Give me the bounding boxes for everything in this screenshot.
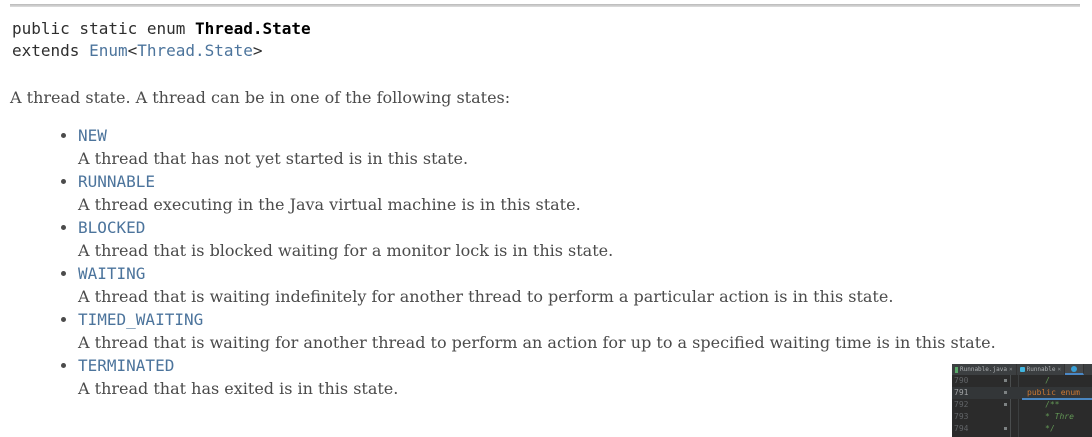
ide-tab-bar	[952, 364, 1092, 375]
code-text: /	[1045, 376, 1050, 385]
blue-circle-icon	[1071, 366, 1077, 372]
class-signature	[12, 18, 1092, 62]
state-link-terminated[interactable]: TERMINATED	[78, 356, 175, 375]
close-icon: ×	[1008, 366, 1013, 373]
state-list-item-blocked	[78, 216, 1092, 262]
ide-tab-label: Runnable.java	[960, 366, 1007, 373]
code-text: /**	[1045, 400, 1060, 409]
ide-tab-runnable-java	[952, 364, 1017, 375]
state-list-item-runnable	[78, 170, 1092, 216]
code-text: public enum	[1027, 388, 1080, 397]
generic-close-bracket: >	[252, 41, 263, 60]
fold-marker-icon	[1004, 379, 1007, 382]
line-number: 791	[954, 388, 969, 397]
extends-keyword: extends	[12, 41, 90, 60]
state-list-item-waiting	[78, 262, 1092, 308]
fold-marker-icon	[1004, 403, 1007, 406]
editor-line-794	[952, 423, 1092, 435]
state-description-terminated: A thread that has exited is in this state.	[78, 379, 399, 398]
thread-state-link[interactable]: Thread.State	[137, 41, 253, 60]
class-description: A thread state. A thread can be in one of the following states:	[10, 88, 511, 107]
generic-open-bracket: <	[127, 41, 138, 60]
thread-states-list	[0, 124, 1092, 400]
state-description-runnable: A thread executing in the Java virtual machine is in this state.	[78, 195, 581, 214]
state-link-timed-waiting[interactable]: TIMED_WAITING	[78, 310, 204, 329]
state-list-item-timed-waiting	[78, 308, 1092, 354]
state-list-item-terminated	[78, 354, 1092, 400]
state-description-waiting: A thread that is waiting indefinitely for another thread to perform a particular action is in this state.	[78, 287, 894, 306]
ide-tab-selected-partial	[1065, 364, 1084, 375]
code-text: * Thre	[1045, 412, 1074, 421]
ide-tab-runnable	[1017, 364, 1066, 375]
line-number: 792	[954, 400, 969, 409]
signature-line-2	[12, 40, 1092, 62]
state-link-waiting[interactable]: WAITING	[78, 264, 146, 283]
state-description-blocked: A thread that is blocked waiting for a monitor lock is in this state.	[78, 241, 614, 260]
code-text: */	[1045, 424, 1055, 433]
top-divider	[10, 4, 1080, 7]
class-icon	[1020, 367, 1025, 372]
editor-line-792	[952, 399, 1092, 411]
signature-modifiers: public static enum	[12, 19, 196, 38]
signature-line-1	[12, 18, 1092, 40]
state-list-item-new	[78, 124, 1092, 170]
class-name: Thread.State	[195, 19, 311, 38]
ide-editor-area	[952, 375, 1092, 437]
enum-class-link[interactable]: Enum	[89, 41, 128, 60]
line-number: 790	[954, 376, 969, 385]
ide-screenshot-thumbnail[interactable]	[952, 364, 1092, 437]
fold-marker-icon	[1004, 391, 1007, 394]
ide-tab-label: Runnable	[1026, 366, 1056, 373]
state-description-new: A thread that has not yet started is in this state.	[78, 149, 469, 168]
editor-line-793	[952, 411, 1092, 423]
state-link-new[interactable]: NEW	[78, 126, 107, 145]
line-number: 793	[954, 412, 969, 421]
line-number: 794	[954, 424, 969, 433]
state-link-blocked[interactable]: BLOCKED	[78, 218, 146, 237]
fold-marker-icon	[1004, 427, 1007, 430]
state-link-runnable[interactable]: RUNNABLE	[78, 172, 156, 191]
state-description-timed-waiting: A thread that is waiting for another thread to perform an action for up to a specified waiting time is in this state.	[78, 333, 996, 352]
editor-line-790	[952, 375, 1092, 387]
editor-line-791	[952, 387, 1092, 399]
close-icon: ×	[1057, 366, 1062, 373]
java-file-icon	[955, 367, 958, 373]
